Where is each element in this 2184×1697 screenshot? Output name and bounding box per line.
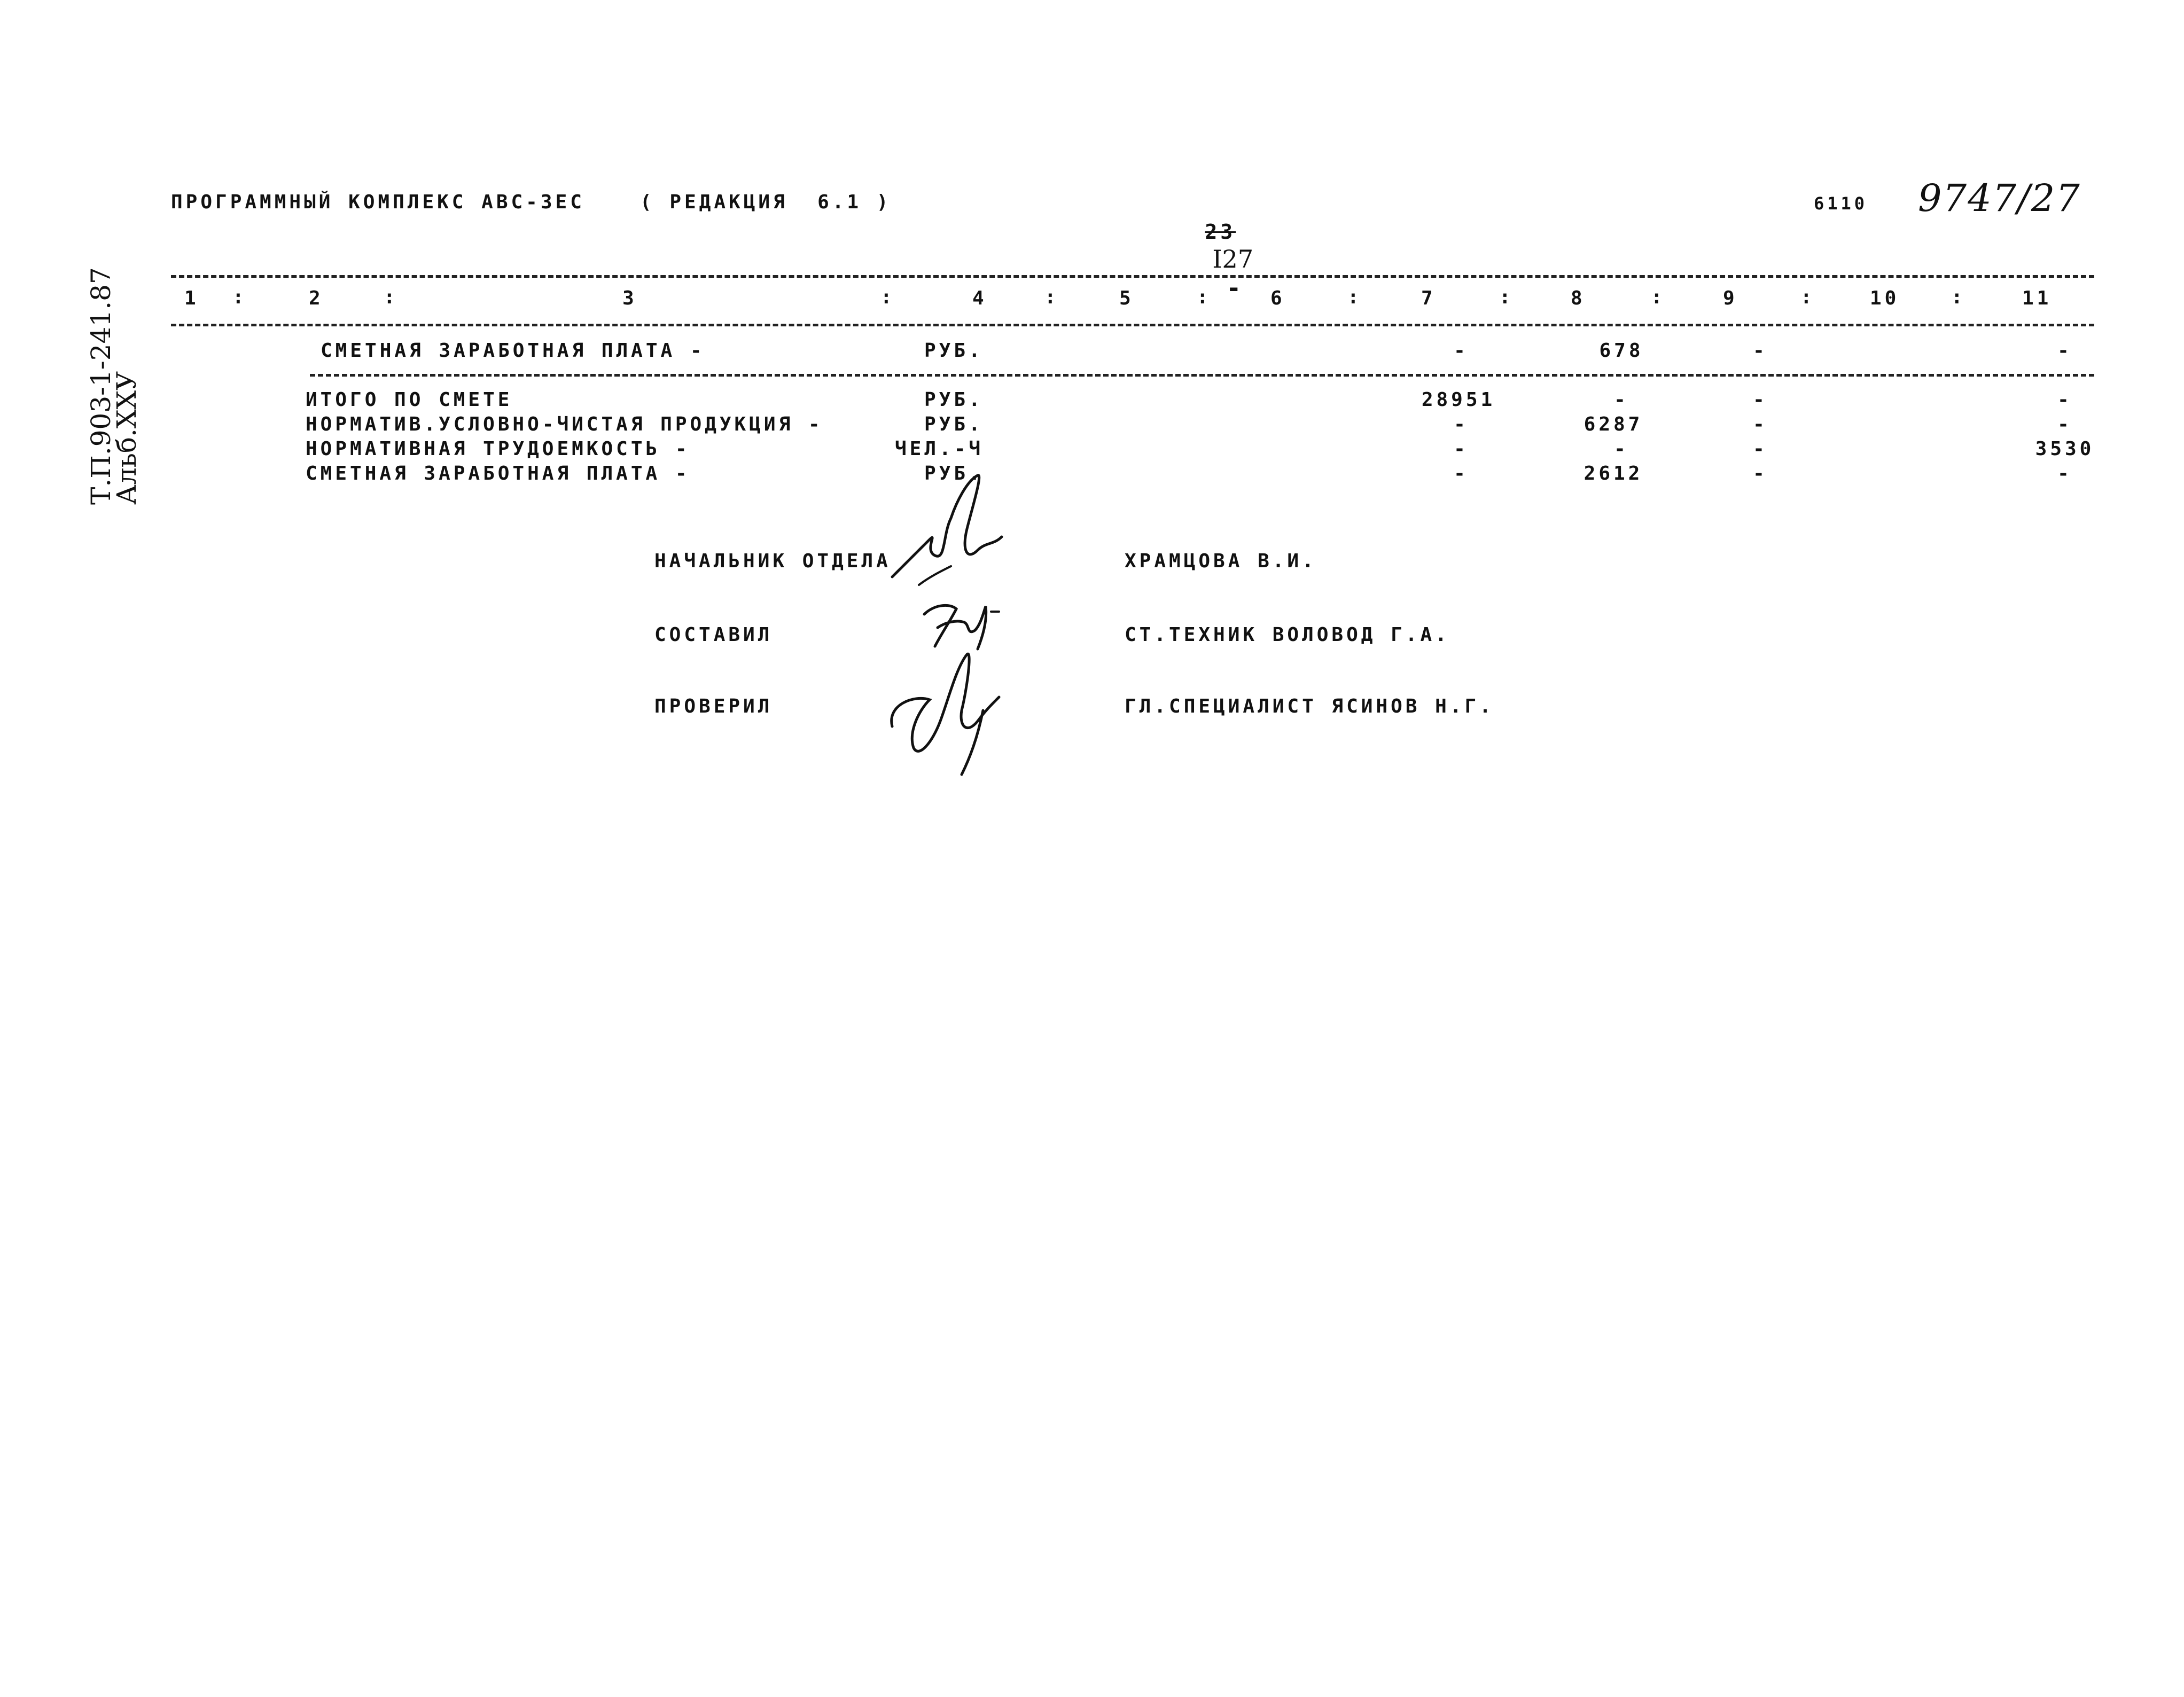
doc-code: 6110	[1814, 193, 1868, 214]
signature-name: ГЛ.СПЕЦИАЛИСТ ЯСИНОВ Н.Г.	[1125, 695, 1494, 717]
row-name: ИТОГО ПО СМЕТЕ	[306, 389, 513, 411]
column-header: 7	[1421, 287, 1436, 309]
row-col11: -	[2057, 413, 2072, 435]
column-separator: :	[1044, 286, 1059, 308]
table-header-rule	[171, 324, 2094, 326]
row-col11: -	[2057, 340, 2072, 362]
row-col9: -	[1753, 340, 1768, 362]
page-number-dash: -	[1226, 273, 1245, 302]
signature-3-icon	[882, 646, 1010, 780]
row-col9: -	[1753, 463, 1768, 484]
column-separator: :	[232, 286, 247, 308]
column-separator: :	[880, 286, 895, 308]
signature-role: НАЧАЛЬНИК ОТДЕЛА	[654, 550, 891, 572]
column-header: 11	[2022, 287, 2052, 309]
row-unit: РУБ.	[924, 413, 984, 435]
column-header: 6	[1270, 287, 1285, 309]
doc-number: 9747/27	[1918, 176, 2081, 220]
page-number-crossed: 23	[1205, 220, 1236, 244]
page-number-block	[1175, 187, 1253, 302]
row-col9: -	[1753, 389, 1768, 411]
column-header: 9	[1723, 287, 1738, 309]
side-stamp-line1: Т.П.903-1-241.87	[85, 267, 116, 505]
signature-role: СОСТАВИЛ	[654, 624, 773, 646]
column-separator: :	[384, 286, 399, 308]
side-stamp-line2: Альб.XXУ	[111, 371, 142, 505]
column-header: 5	[1119, 287, 1134, 309]
column-separator: :	[1951, 286, 1966, 308]
column-separator: :	[1651, 286, 1666, 308]
table-top-rule	[171, 275, 2094, 278]
row-col8: -	[1614, 438, 1629, 460]
row-unit: РУБ.	[924, 340, 984, 362]
row-col7: -	[1454, 413, 1469, 435]
signature-role: ПРОВЕРИЛ	[654, 695, 773, 717]
row-unit: ЧЕЛ.-Ч	[895, 438, 984, 460]
program-edition: ( РЕДАКЦИЯ 6.1 )	[640, 191, 892, 213]
column-separator: :	[1499, 286, 1514, 308]
row-name: СМЕТНАЯ ЗАРАБОТНАЯ ПЛАТА -	[306, 463, 690, 484]
row-col7: 28951	[1421, 389, 1496, 411]
row-col7: -	[1454, 438, 1469, 460]
row-col7: -	[1454, 340, 1469, 362]
row-unit: РУБ.	[924, 463, 984, 484]
page-number: I27	[1212, 245, 1254, 273]
program-title: ПРОГРАММНЫЙ КОМПЛЕКС АВС-3ЕС	[171, 191, 585, 213]
side-stamp	[85, 267, 142, 505]
row-col9: -	[1753, 413, 1768, 435]
row-name: НОРМАТИВНАЯ ТРУДОЕМКОСТЬ -	[306, 438, 690, 460]
row-col11: 3530	[2035, 438, 2095, 460]
column-header: 10	[1870, 287, 1900, 309]
signature-name: СТ.ТЕХНИК ВОЛОВОД Г.А.	[1125, 624, 1450, 646]
signature-1-icon	[887, 470, 1010, 598]
column-header: 3	[622, 287, 637, 309]
row-name: НОРМАТИВ.УСЛОВНО-ЧИСТАЯ ПРОДУКЦИЯ -	[306, 413, 823, 435]
column-header: 8	[1571, 287, 1586, 309]
row-col9: -	[1753, 438, 1768, 460]
row-col8: 2612	[1584, 463, 1643, 484]
column-separator: :	[1197, 286, 1212, 308]
column-separator: :	[1347, 286, 1362, 308]
row-col8: 678	[1599, 340, 1644, 362]
table-section-rule	[310, 374, 2094, 377]
column-header: 2	[309, 287, 324, 309]
row-col7: -	[1454, 463, 1469, 484]
signature-name: ХРАМЦОВА В.И.	[1125, 550, 1317, 572]
column-header: 1	[184, 287, 199, 309]
row-col8: -	[1614, 389, 1629, 411]
column-header: 4	[972, 287, 987, 309]
row-unit: РУБ.	[924, 389, 984, 411]
column-separator: :	[1800, 286, 1815, 308]
row-col8: 6287	[1584, 413, 1643, 435]
row-col11: -	[2057, 389, 2072, 411]
row-name: СМЕТНАЯ ЗАРАБОТНАЯ ПЛАТА -	[321, 340, 705, 362]
row-col11: -	[2057, 463, 2072, 484]
